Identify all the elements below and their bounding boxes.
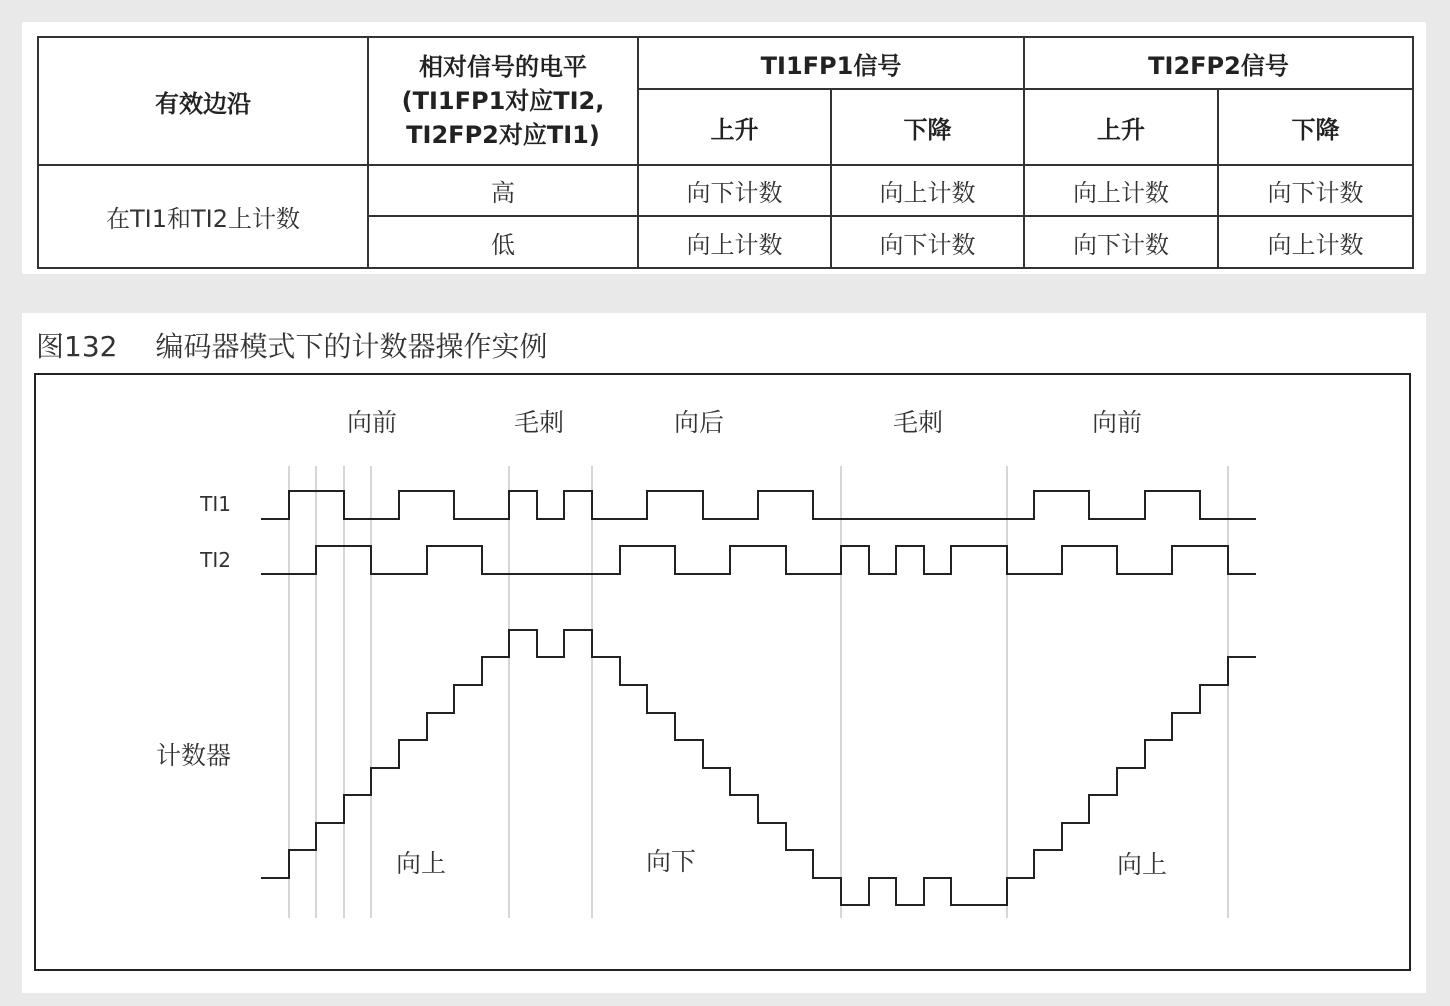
signal-label-counter: 计数器 bbox=[155, 741, 231, 770]
encoder-timing-diagram bbox=[22, 313, 1426, 993]
header-ti2fp2-rising: 上升 bbox=[1024, 89, 1218, 165]
signal-label-ti2: TI2 bbox=[200, 548, 231, 572]
table-cell: 向上计数 bbox=[1024, 165, 1218, 216]
header-relative-level-line2: (TI1FP1对应TI2, bbox=[401, 87, 605, 115]
phase-label-glitch-2: 毛刺 bbox=[892, 408, 944, 437]
encoder-mode-figure-panel bbox=[22, 313, 1426, 993]
table-cell: 向上计数 bbox=[831, 165, 1024, 216]
level-high: 高 bbox=[368, 165, 638, 216]
figure-number: 图132 bbox=[36, 330, 118, 363]
phase-label-forward-1: 向前 bbox=[346, 408, 398, 437]
phase-label-glitch-1: 毛刺 bbox=[513, 408, 565, 437]
direction-label-up-2: 向上 bbox=[1116, 850, 1168, 879]
table-cell: 向下计数 bbox=[638, 165, 831, 216]
header-ti2fp2-signal: TI2FP2信号 bbox=[1024, 37, 1413, 89]
direction-label-down: 向下 bbox=[645, 847, 697, 876]
table-cell: 向上计数 bbox=[638, 216, 831, 268]
counting-direction-table bbox=[37, 36, 1414, 269]
header-relative-level bbox=[368, 37, 638, 165]
diagram-frame bbox=[35, 374, 1410, 970]
header-relative-level-line1: 相对信号的电平 bbox=[419, 53, 587, 81]
ti1-waveform bbox=[261, 491, 1256, 519]
figure-title: 编码器模式下的计数器操作实例 bbox=[155, 330, 548, 363]
phase-label-backward: 向后 bbox=[673, 408, 725, 437]
table-cell: 向下计数 bbox=[831, 216, 1024, 268]
row-label-count-on-ti1-ti2: 在TI1和TI2上计数 bbox=[38, 165, 368, 268]
header-ti1fp1-rising: 上升 bbox=[638, 89, 831, 165]
table-cell: 向下计数 bbox=[1218, 165, 1413, 216]
table-cell: 向上计数 bbox=[1218, 216, 1413, 268]
header-ti1fp1-falling: 下降 bbox=[831, 89, 1024, 165]
ti2-waveform bbox=[261, 546, 1256, 574]
header-active-edge: 有效边沿 bbox=[38, 37, 368, 165]
direction-label-up-1: 向上 bbox=[395, 849, 447, 878]
header-ti2fp2-falling: 下降 bbox=[1218, 89, 1413, 165]
level-low: 低 bbox=[368, 216, 638, 268]
counting-direction-table-panel bbox=[22, 22, 1426, 274]
header-ti1fp1-signal: TI1FP1信号 bbox=[638, 37, 1024, 89]
table-cell: 向下计数 bbox=[1024, 216, 1218, 268]
signal-label-ti1: TI1 bbox=[200, 492, 231, 516]
phase-label-forward-2: 向前 bbox=[1091, 408, 1143, 437]
header-relative-level-line3: TI2FP2对应TI1) bbox=[406, 121, 600, 149]
